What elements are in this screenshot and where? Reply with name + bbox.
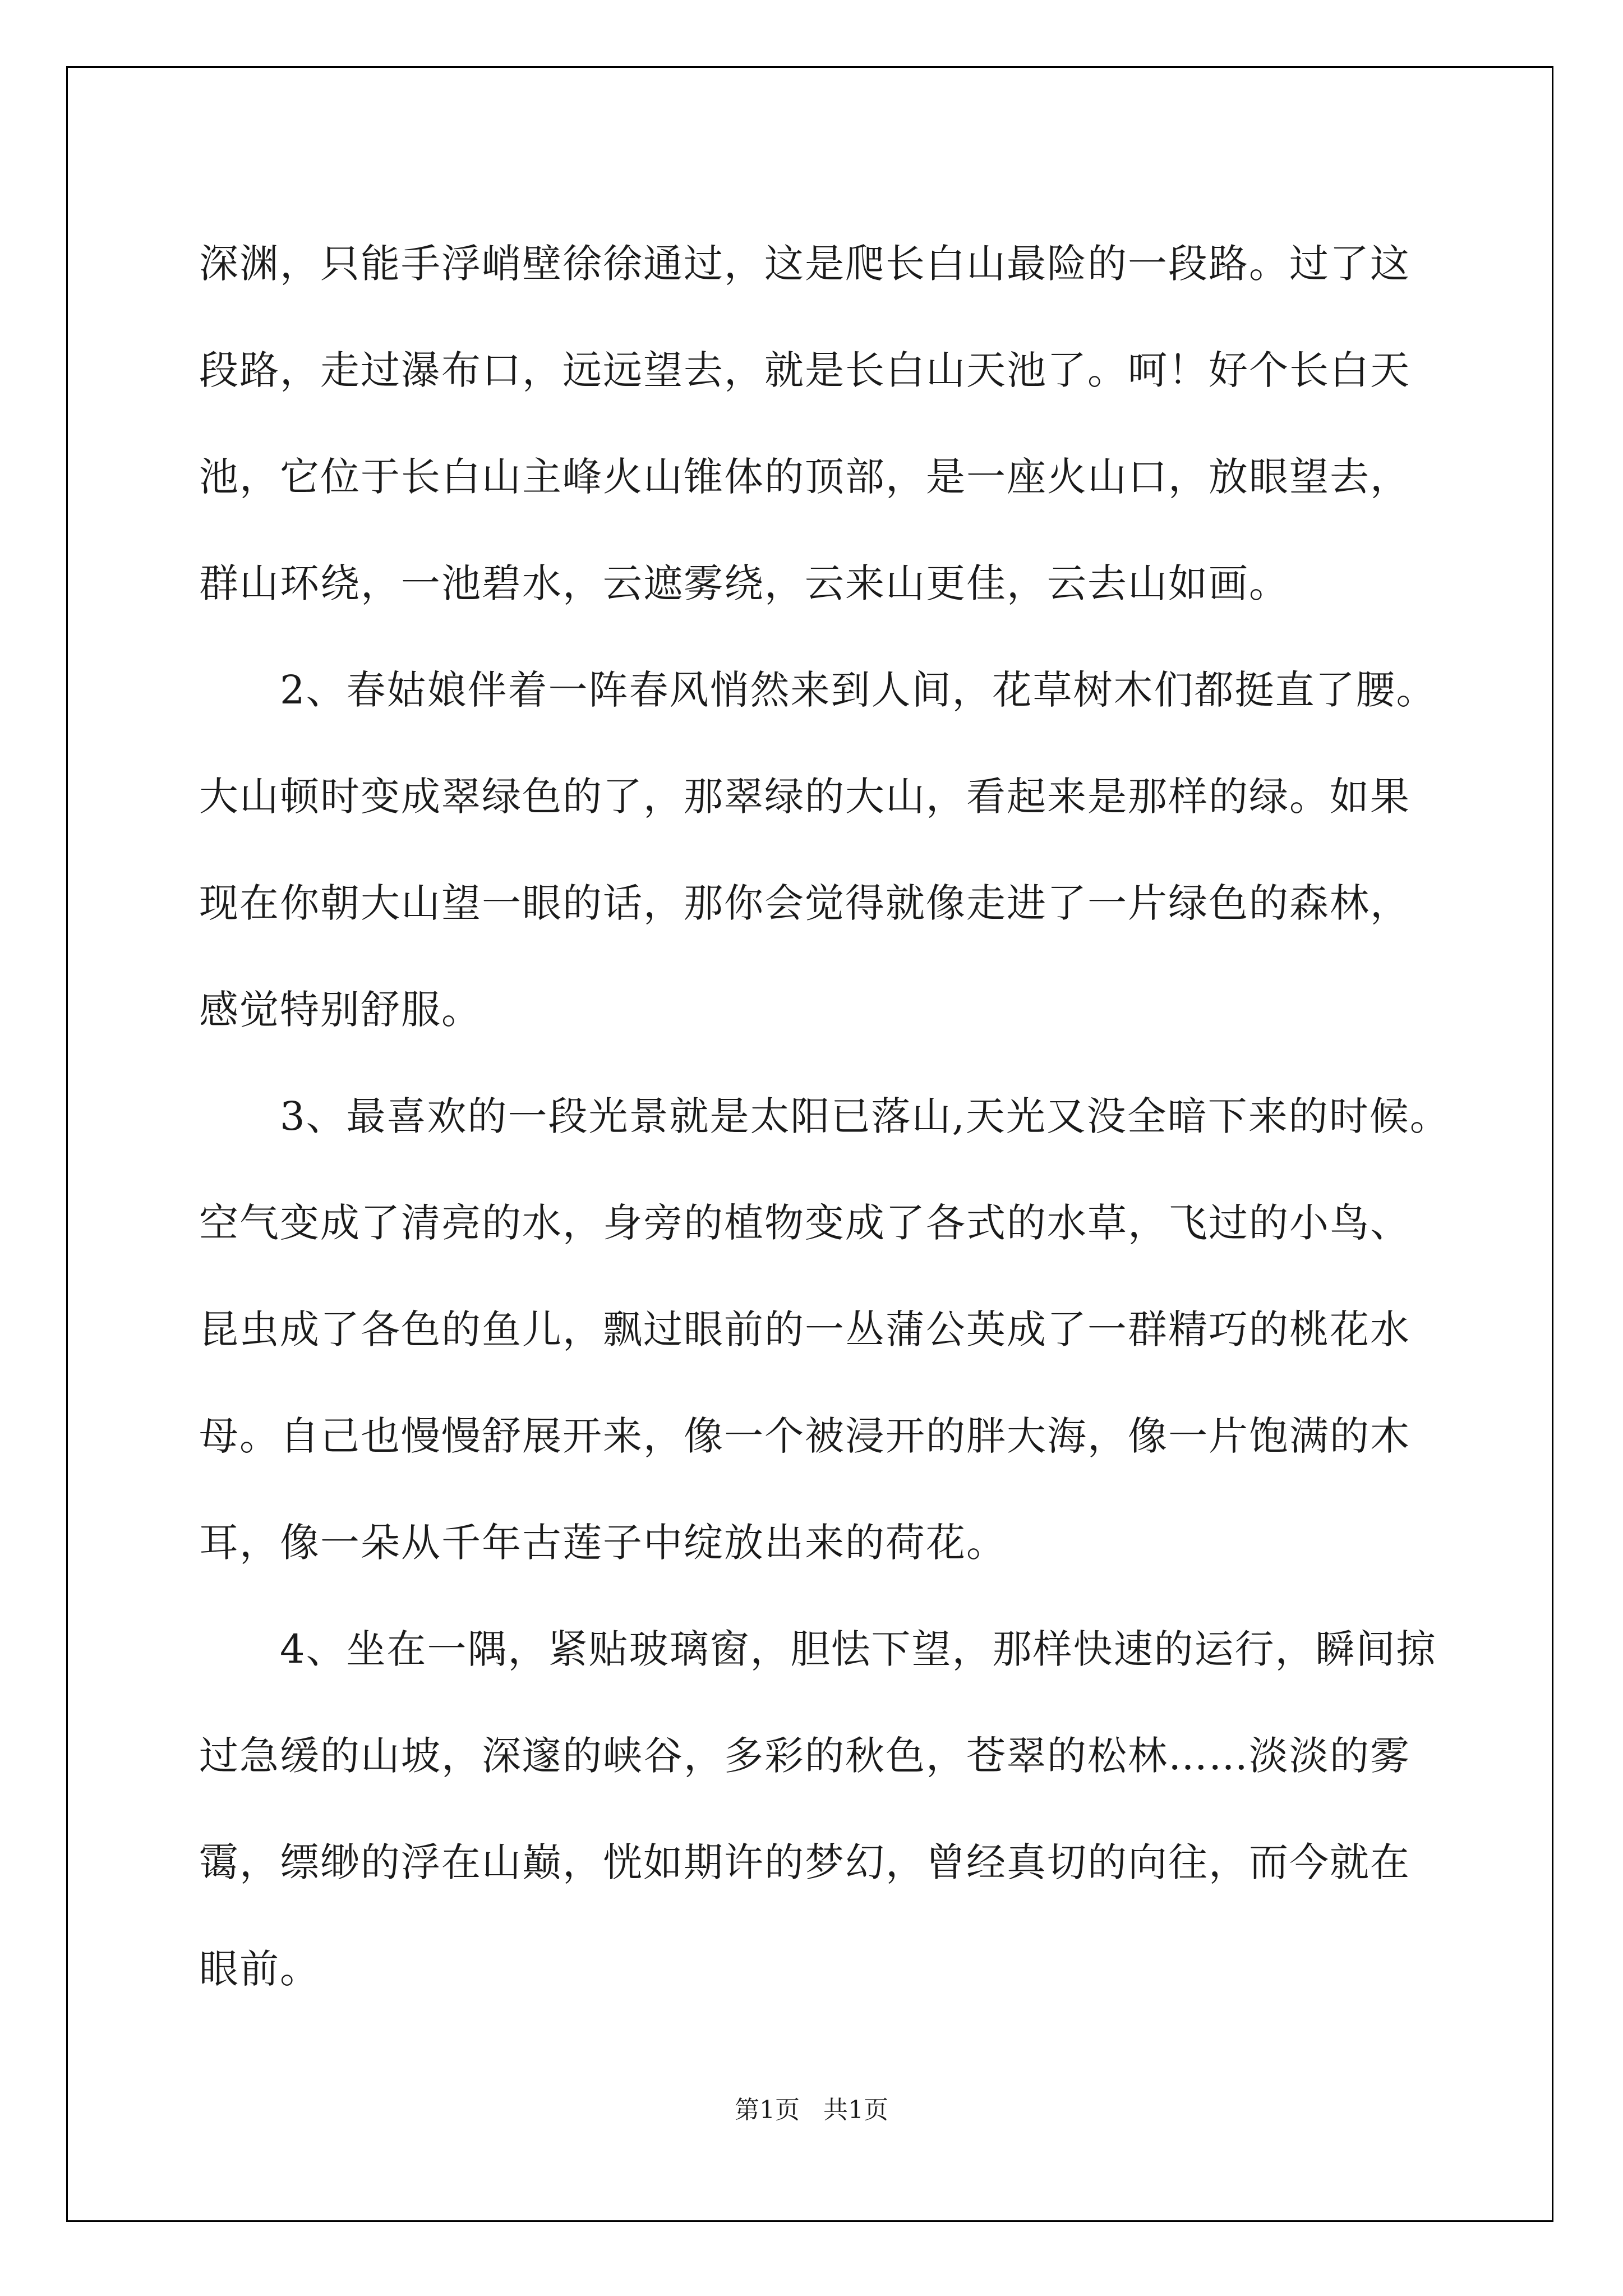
text-line: 3、最喜欢的一段光景就是太阳已落山,天光又没全暗下来的时候。 xyxy=(199,1093,1450,1139)
text-line: 深渊，只能手浮峭壁徐徐通过，这是爬长白山最险的一段路。过了这 xyxy=(199,241,1410,287)
text-line: 大山顿时变成翠绿色的了，那翠绿的大山，看起来是那样的绿。如果 xyxy=(199,774,1410,820)
text-line: 现在你朝大山望一眼的话，那你会觉得就像走进了一片绿色的森林， xyxy=(199,880,1410,926)
text-line: 空气变成了清亮的水，身旁的植物变成了各式的水草，飞过的小鸟、 xyxy=(199,1200,1410,1246)
page-footer xyxy=(0,2090,1623,2125)
text-line: 眼前。 xyxy=(199,1946,320,1992)
text-line: 4、坐在一隅，紧贴玻璃窗，胆怯下望，那样快速的运行，瞬间掠 xyxy=(199,1626,1437,1672)
text-line: 昆虫成了各色的鱼儿，飘过眼前的一丛蒲公英成了一群精巧的桃花水 xyxy=(199,1306,1410,1352)
page-count: 共1页 xyxy=(823,2096,888,2124)
text-line: 霭，缥缈的浮在山巅，恍如期许的梦幻，曾经真切的向往，而今就在 xyxy=(199,1839,1410,1885)
text-line: 感觉特别舒服。 xyxy=(199,987,482,1033)
text-line: 耳，像一朵从千年古莲子中绽放出来的荷花。 xyxy=(199,1520,1007,1566)
document-body xyxy=(199,210,1450,2022)
text-line: 段路，走过瀑布口，远远望去，就是长白山天池了。呵！好个长白天 xyxy=(199,347,1410,393)
text-line: 池，它位于长白山主峰火山锥体的顶部，是一座火山口，放眼望去， xyxy=(199,454,1410,500)
text-line: 2、春姑娘伴着一阵春风悄然来到人间，花草树木们都挺直了腰。 xyxy=(199,667,1437,713)
text-line: 母。自己也慢慢舒展开来，像一个被浸开的胖大海，像一片饱满的木 xyxy=(199,1413,1410,1459)
text-line: 群山环绕，一池碧水，云遮雾绕，云来山更佳，云去山如画。 xyxy=(199,560,1289,606)
page-number: 第1页 xyxy=(735,2096,800,2124)
text-line: 过急缓的山坡，深邃的峡谷，多彩的秋色，苍翠的松林……淡淡的雾 xyxy=(199,1733,1410,1779)
